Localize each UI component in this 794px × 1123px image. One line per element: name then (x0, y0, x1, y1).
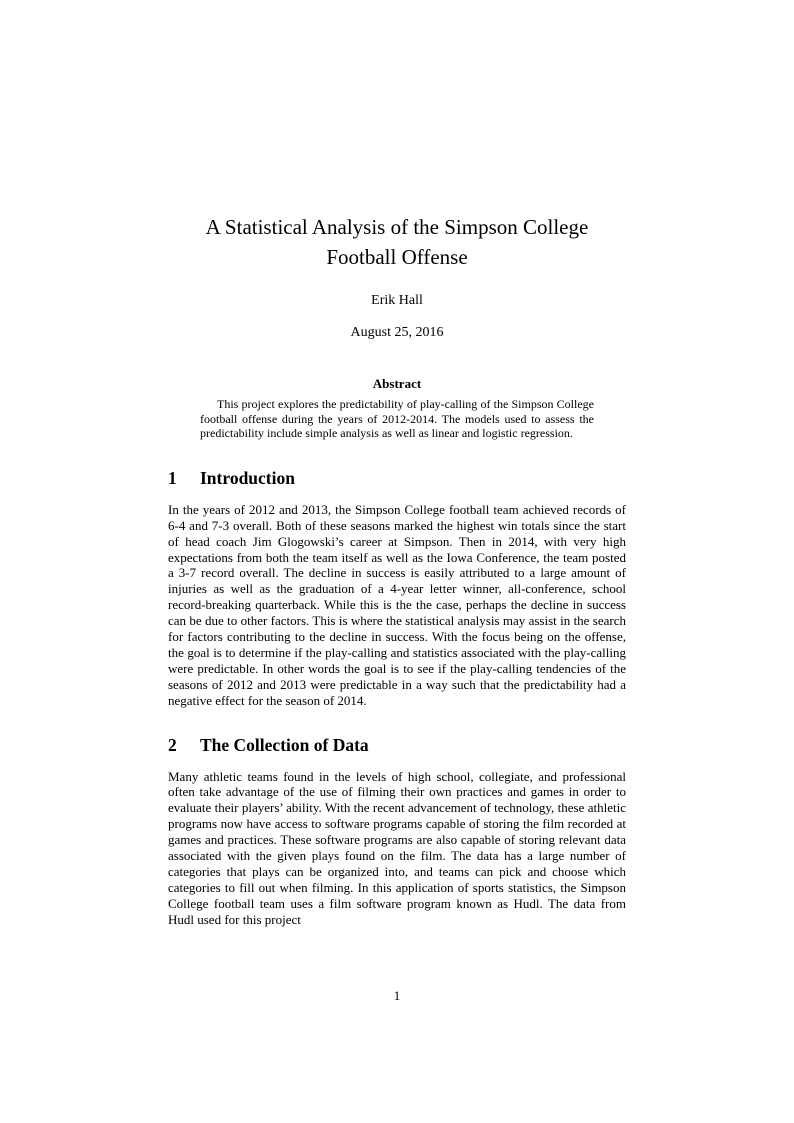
section-2-number: 2 (168, 734, 177, 755)
paper-title (168, 0, 626, 272)
abstract-heading: Abstract (372, 376, 422, 391)
paper-title-line-1: A Statistical Analysis of the Simpson College (205, 215, 589, 239)
section-2-title: The Collection of Data (200, 734, 369, 755)
paper-date: August 25, 2016 (350, 325, 444, 340)
section-1-number: 1 (168, 467, 177, 488)
paper-content (168, 0, 626, 928)
abstract-block (168, 377, 626, 441)
page-number: 1 (393, 988, 401, 1003)
section-1-title: Introduction (200, 467, 295, 488)
author-name: Erik Hall (371, 293, 423, 308)
section-2-body: Many athletic teams found in the levels of high school, collegiate, and professional often take advantage of the use of filming their own practices and games in order to evaluate their players’ ability. With the recent advancement of technology, these athletic programs now have access to software programs capable of storing the film recorded at games and practices. These software programs are also capable of storing relevant data associated with the given plays found on the film. The data has a large number of categories that plays can be organized into, and teams can pick and choose which categories to fill out when filming. In this application of sports statistics, the Simpson College football team uses a film software program known as Hudl. The data from Hudl used for this project (168, 768, 626, 927)
paper-title-line-2: Football Offense (326, 245, 468, 269)
section-1-body: In the years of 2012 and 2013, the Simpson College football team achieved records of 6-4 and 7-3 overall. Both of these seasons marked the highest win totals since the start of head coach Jim Glogowski’s career at Simpson. Then in 2014, with very high expectations from both the team itself as well as the Iowa Conference, the team posted a 3-7 record overall. The decline in success is easily attributed to a large amount of injuries as well as the graduation of a 4-year letter winner, all-conference, school record-breaking quarterback. While this is the the case, perhaps the decline in success can be due to other factors. This is where the statistical analysis may assist in the search for factors contributing to the decline in success. With the focus being on the offense, the goal is to determine if the play-calling and statistics associated with the play-calling were predictable. In other words the goal is to see if the play-calling tendencies of the seasons of 2012 and 2013 were predictable in a way such that the predictability had a negative effect for the season of 2014. (168, 501, 626, 708)
section-introduction (168, 441, 626, 709)
abstract-text: This project explores the predictability of play-calling of the Simpson College football offense during the years of 2012-2014. The models used to assess the predictability include simple analysis as well as linear and logistic regression. (200, 397, 594, 441)
section-collection-of-data (168, 709, 626, 928)
section-1-heading (168, 441, 626, 488)
section-2-heading (168, 709, 626, 755)
